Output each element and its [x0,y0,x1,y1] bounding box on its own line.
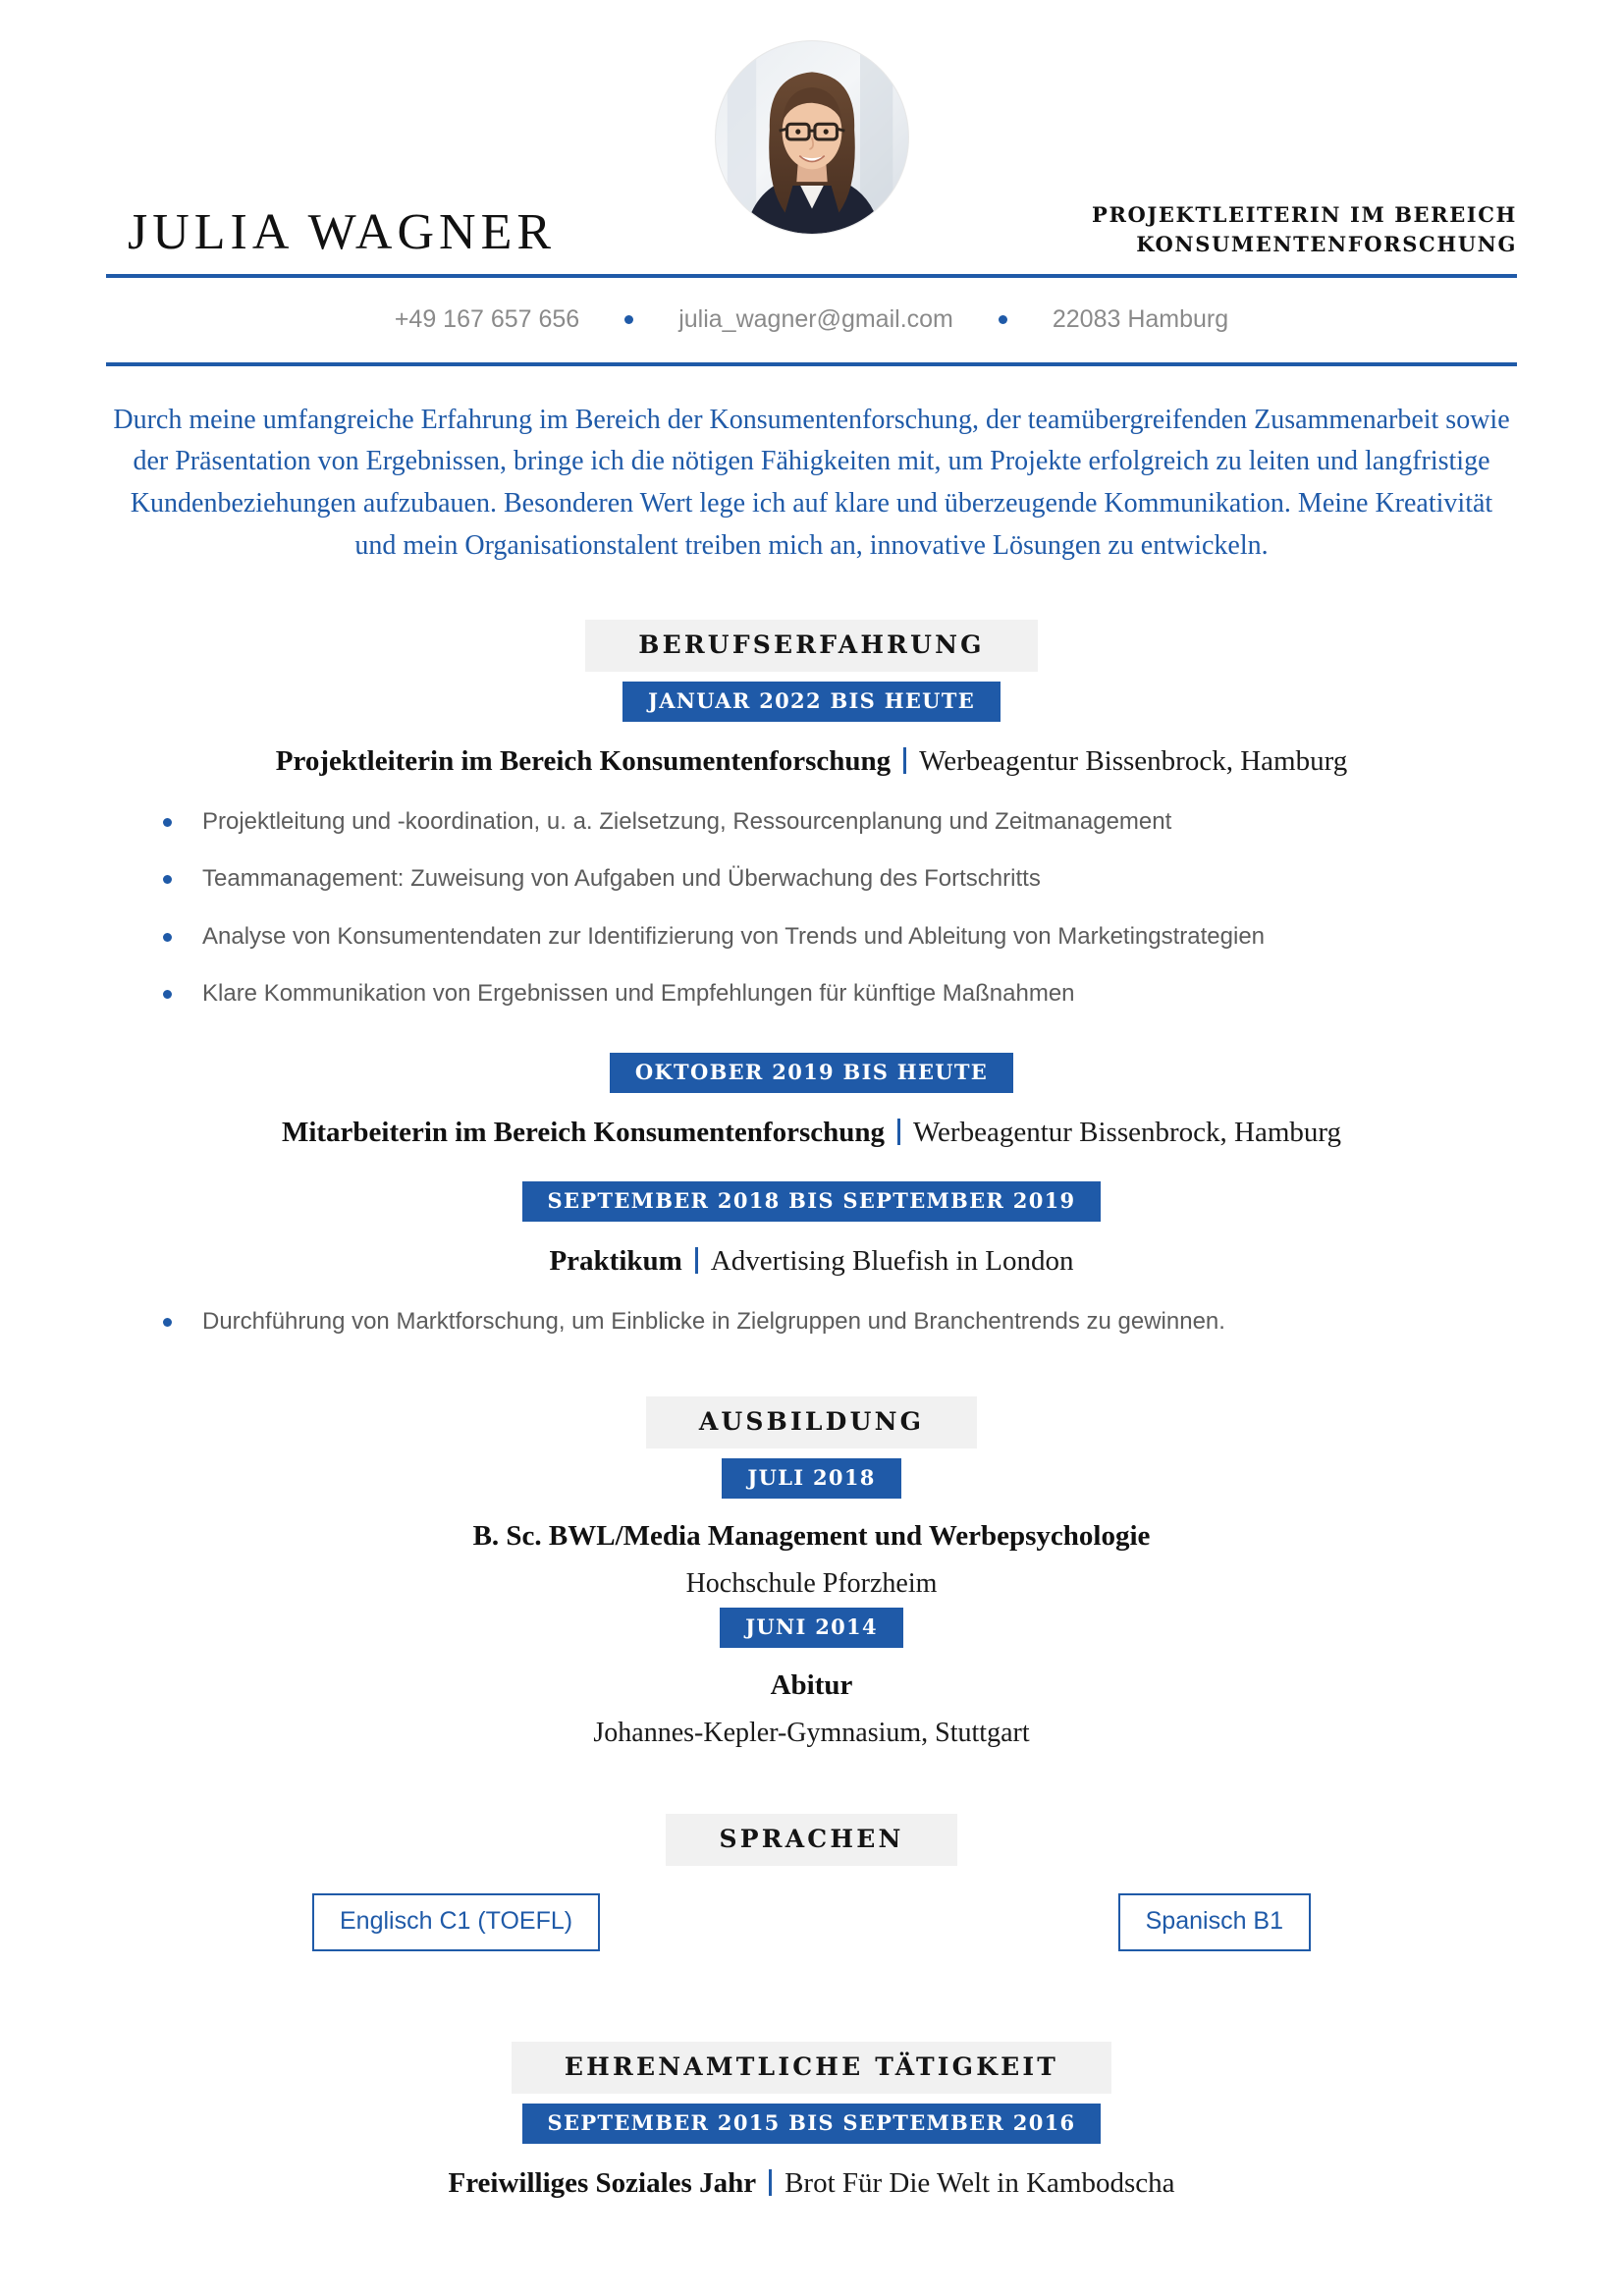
date-badge: SEPTEMBER 2018 BIS SEPTEMBER 2019 [522,1181,1102,1222]
photo-container [106,0,1517,234]
section-education [106,1396,1517,1749]
section-experience [106,620,1517,1338]
contact-phone: +49 167 657 656 [394,305,580,334]
entry-org: Werbeagentur Bissenbrock, Hamburg [919,745,1348,778]
education-entry [106,1608,1517,1749]
experience-entry [106,1181,1517,1338]
list-item: Klare Kommunikation von Ergebnissen und Empfehlungen für künftige Maßnahmen [141,978,1517,1010]
section-volunteering [106,2042,1517,2203]
volunteering-entry [106,2104,1517,2203]
entry-bullets [106,1306,1517,1338]
entry-separator-icon [897,1119,900,1145]
education-degree: Abitur [770,1669,853,1702]
language-chip: Englisch C1 (TOEFL) [312,1893,600,1951]
job-headline: PROJEKTLEITERIN IM BEREICH KONSUMENTENFORSCHUNG [1092,202,1517,257]
date-badge: JUNI 2014 [720,1608,903,1648]
entry-heading [106,743,1517,781]
education-entry [106,1458,1517,1600]
language-chip: Spanisch B1 [1118,1893,1311,1951]
bottom-spacer [106,2203,1517,2262]
bullet-separator-icon [624,315,633,324]
entry-role: Projektleiterin im Bereich Konsumentenforschung [275,745,892,778]
section-title-volunteering: EHRENAMTLICHE TÄTIGKEIT [512,2042,1111,2094]
profile-photo-icon [716,41,908,234]
divider-bottom [106,362,1517,366]
language-list [106,1893,1517,1951]
contact-bar [106,278,1517,362]
date-badge: OKTOBER 2019 BIS HEUTE [610,1053,1013,1093]
date-badge: JANUAR 2022 BIS HEUTE [622,682,1001,722]
entry-separator-icon [695,1247,698,1274]
entry-role: Praktikum [549,1245,682,1277]
contact-email: julia_wagner@gmail.com [678,305,953,334]
entry-heading [106,2165,1517,2203]
section-title-experience: BERUFSERFAHRUNG [585,620,1037,672]
profile-summary: Durch meine umfangreiche Erfahrung im Bereich der Konsumentenforschung, der teamübergreifenden Zusammenarbeit sowie der Präsentation von Ergebnissen, bringe ich die nötigen Fähigkeiten mit, um Projekte erfolgreich zu leiten und langfristige Kundenbeziehungen aufzubauen. Besonderen Wert lege ich auf klare und überzeugende Kommunikation. Meine Kreativität und mein Organisationstalent treiben mich an, innovative Lösungen zu entwickeln. [113,404,1510,561]
education-school: Hochschule Pforzheim [685,1568,938,1600]
entry-org: Werbeagentur Bissenbrock, Hamburg [913,1117,1342,1149]
contact-location: 22083 Hamburg [1052,305,1229,334]
avatar [716,41,908,234]
list-item: Projektleitung und -koordination, u. a. Zielsetzung, Ressourcenplanung und Zeitmanagement [141,806,1517,838]
education-degree: B. Sc. BWL/Media Management und Werbepsychologie [472,1520,1151,1553]
education-school: Johannes-Kepler-Gymnasium, Stuttgart [593,1718,1030,1749]
list-item: Analyse von Konsumentendaten zur Identifizierung von Trends und Ableitung von Marketingstrategien [141,921,1517,953]
date-badge: JULI 2018 [722,1458,900,1499]
list-item: Teammanagement: Zuweisung von Aufgaben und Überwachung des Fortschritts [141,863,1517,895]
bullet-separator-icon [999,315,1007,324]
section-languages [106,1814,1517,1951]
date-badge: SEPTEMBER 2015 BIS SEPTEMBER 2016 [522,2104,1102,2144]
entry-heading [106,1243,1517,1281]
section-title-languages: SPRACHEN [666,1814,956,1866]
experience-entry [106,1053,1517,1152]
entry-separator-icon [903,747,906,774]
entry-role: Freiwilliges Soziales Jahr [448,2167,757,2200]
experience-entry [106,682,1517,1010]
entry-separator-icon [769,2169,772,2196]
section-title-education: AUSBILDUNG [646,1396,977,1449]
entry-org: Advertising Bluefish in London [710,1245,1074,1277]
entry-role: Mitarbeiterin im Bereich Konsumentenforschung [281,1117,885,1149]
list-item: Durchführung von Marktforschung, um Einblicke in Zielgruppen und Branchentrends zu gewinnen. [141,1306,1517,1338]
page-title: JULIA WAGNER [128,204,557,261]
entry-bullets [106,806,1517,1011]
entry-heading [106,1115,1517,1152]
entry-org: Brot Für Die Welt in Kambodscha [784,2167,1175,2200]
